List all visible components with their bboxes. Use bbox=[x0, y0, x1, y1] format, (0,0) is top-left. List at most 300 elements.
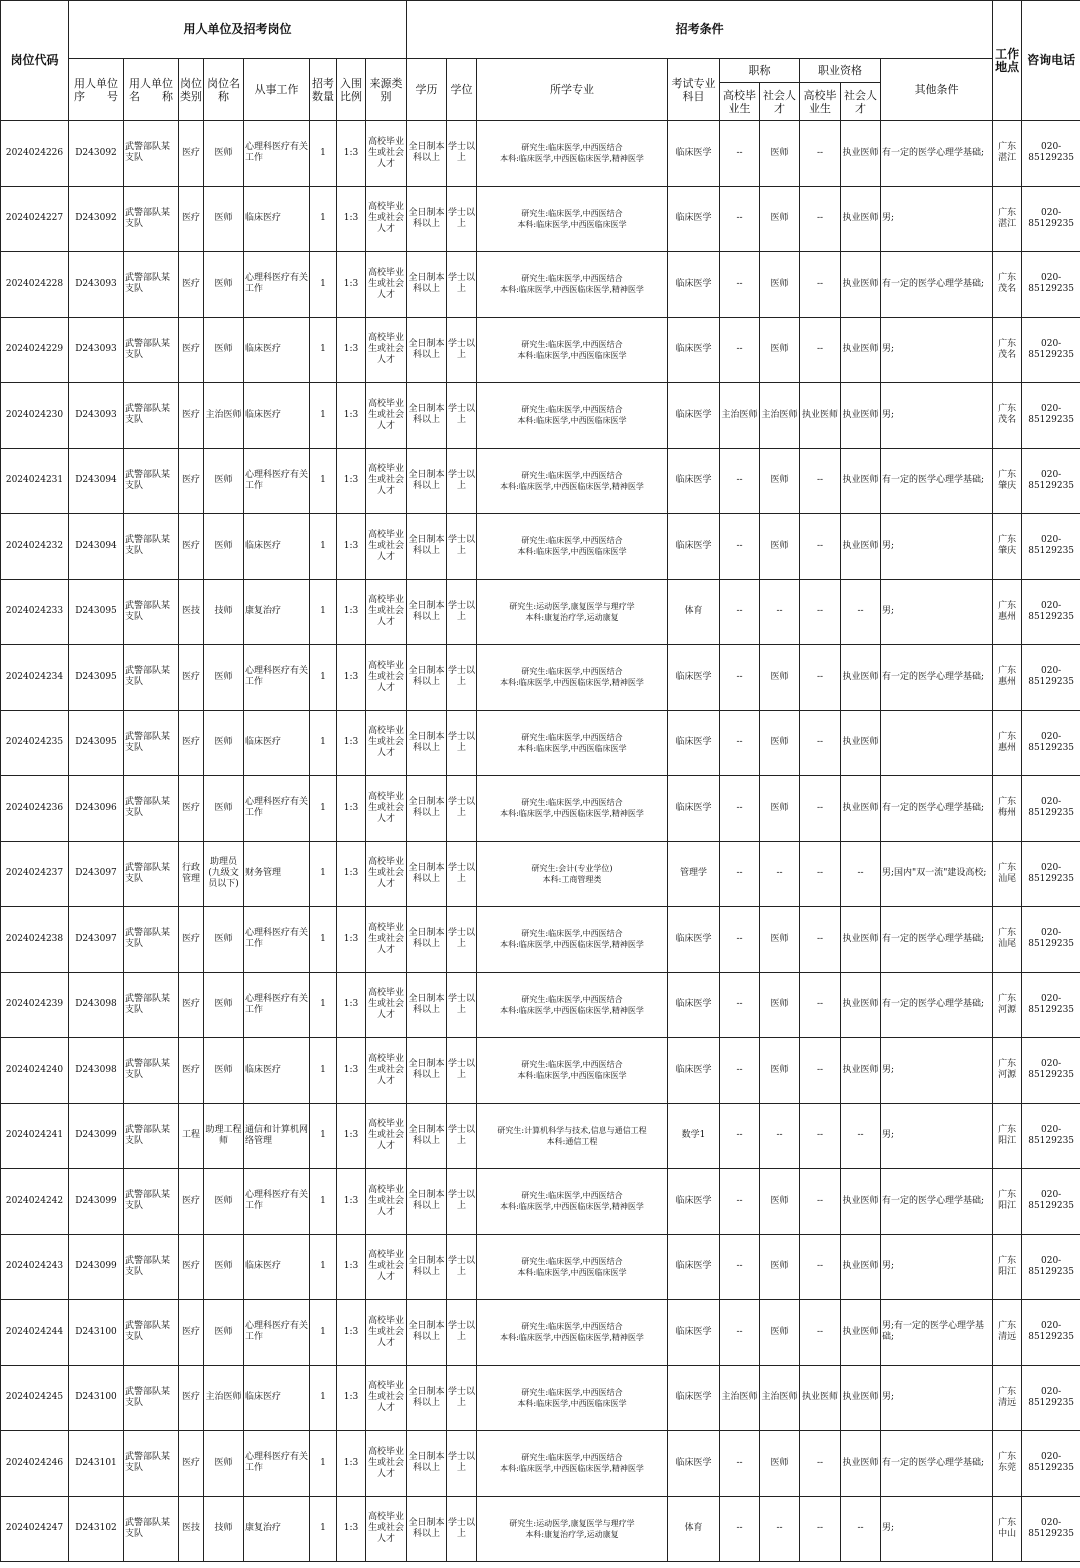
cell-title-graduate: -- bbox=[720, 907, 760, 973]
cell-education: 全日制本科以上 bbox=[407, 186, 447, 252]
cell-position-type: 医疗 bbox=[179, 710, 204, 776]
cell-ratio: 1:3 bbox=[337, 121, 366, 187]
cell-title-social: 医师 bbox=[760, 645, 800, 711]
cell-code: 2024024228 bbox=[1, 252, 69, 318]
cell-position-type: 医疗 bbox=[179, 972, 204, 1038]
cell-qual-graduate: -- bbox=[800, 1300, 841, 1366]
cell-source: 高校毕业生或社会人才 bbox=[366, 1496, 407, 1562]
cell-education: 全日制本科以上 bbox=[407, 776, 447, 842]
cell-qual-social: 执业医师 bbox=[841, 710, 881, 776]
major-line: 研究生:临床医学,中西医结合 bbox=[521, 274, 623, 284]
cell-education: 全日制本科以上 bbox=[407, 579, 447, 645]
cell-source: 高校毕业生或社会人才 bbox=[366, 579, 407, 645]
cell-degree: 学士以上 bbox=[447, 448, 477, 514]
cell-major bbox=[477, 383, 668, 449]
table-row bbox=[1, 841, 1080, 907]
cell-degree: 学士以上 bbox=[447, 252, 477, 318]
cell-unit-name: 武警部队某支队 bbox=[124, 841, 179, 907]
table-header bbox=[1, 1, 1080, 121]
cell-position-name: 技师 bbox=[204, 579, 244, 645]
cell-major bbox=[477, 1496, 668, 1562]
cell-education: 全日制本科以上 bbox=[407, 1496, 447, 1562]
cell-location: 广东惠州 bbox=[993, 710, 1022, 776]
cell-unit-no: D243099 bbox=[69, 1103, 124, 1169]
cell-phone: 020-85129235 bbox=[1022, 448, 1080, 514]
cell-location: 广东汕尾 bbox=[993, 907, 1022, 973]
cell-other: 有一定的医学心理学基础; bbox=[881, 448, 993, 514]
table-row bbox=[1, 579, 1080, 645]
header-title-group: 职称 bbox=[720, 59, 800, 83]
table-row bbox=[1, 448, 1080, 514]
cell-position-type: 医疗 bbox=[179, 252, 204, 318]
cell-location: 广东河源 bbox=[993, 1038, 1022, 1104]
cell-position-type: 医疗 bbox=[179, 121, 204, 187]
cell-other: 有一定的医学心理学基础; bbox=[881, 252, 993, 318]
major-line: 本科:临床医学,中西医临床医学,精神医学 bbox=[500, 809, 644, 819]
cell-unit-no: D243097 bbox=[69, 907, 124, 973]
cell-exam-subject: 数学1 bbox=[668, 1103, 720, 1169]
cell-exam-subject: 临床医学 bbox=[668, 776, 720, 842]
cell-position-name: 医师 bbox=[204, 317, 244, 383]
cell-source: 高校毕业生或社会人才 bbox=[366, 1365, 407, 1431]
cell-title-graduate: -- bbox=[720, 1431, 760, 1497]
cell-exam-subject: 临床医学 bbox=[668, 972, 720, 1038]
cell-major bbox=[477, 776, 668, 842]
cell-title-social: 医师 bbox=[760, 1038, 800, 1104]
cell-position-type: 医疗 bbox=[179, 776, 204, 842]
cell-work: 通信和计算机网络管理 bbox=[244, 1103, 310, 1169]
cell-ratio: 1:3 bbox=[337, 1234, 366, 1300]
cell-other: 有一定的医学心理学基础; bbox=[881, 1431, 993, 1497]
cell-position-name: 医师 bbox=[204, 1038, 244, 1104]
cell-degree: 学士以上 bbox=[447, 1169, 477, 1235]
header-code: 岗位代码 bbox=[1, 1, 69, 121]
cell-location: 广东茂名 bbox=[993, 317, 1022, 383]
cell-phone: 020-85129235 bbox=[1022, 579, 1080, 645]
cell-qual-social: 执业医师 bbox=[841, 186, 881, 252]
cell-quantity: 1 bbox=[310, 1300, 337, 1366]
cell-quantity: 1 bbox=[310, 841, 337, 907]
cell-qual-graduate: -- bbox=[800, 252, 841, 318]
cell-degree: 学士以上 bbox=[447, 579, 477, 645]
cell-location: 广东茂名 bbox=[993, 252, 1022, 318]
cell-degree: 学士以上 bbox=[447, 514, 477, 580]
cell-code: 2024024234 bbox=[1, 645, 69, 711]
cell-degree: 学士以上 bbox=[447, 383, 477, 449]
cell-other: 男; bbox=[881, 186, 993, 252]
major-line: 本科:临床医学,中西医临床医学 bbox=[517, 219, 627, 229]
cell-source: 高校毕业生或社会人才 bbox=[366, 972, 407, 1038]
cell-work: 心理科医疗有关工作 bbox=[244, 907, 310, 973]
cell-education: 全日制本科以上 bbox=[407, 710, 447, 776]
cell-qual-social: 执业医师 bbox=[841, 1234, 881, 1300]
major-line: 研究生:临床医学,中西医结合 bbox=[521, 208, 623, 218]
cell-quantity: 1 bbox=[310, 448, 337, 514]
cell-source: 高校毕业生或社会人才 bbox=[366, 907, 407, 973]
cell-unit-name: 武警部队某支队 bbox=[124, 1169, 179, 1235]
cell-education: 全日制本科以上 bbox=[407, 1365, 447, 1431]
cell-education: 全日制本科以上 bbox=[407, 448, 447, 514]
cell-ratio: 1:3 bbox=[337, 1365, 366, 1431]
cell-code: 2024024242 bbox=[1, 1169, 69, 1235]
cell-ratio: 1:3 bbox=[337, 1038, 366, 1104]
table-row bbox=[1, 1103, 1080, 1169]
cell-unit-name: 武警部队某支队 bbox=[124, 514, 179, 580]
cell-other: 有一定的医学心理学基础; bbox=[881, 121, 993, 187]
cell-education: 全日制本科以上 bbox=[407, 1300, 447, 1366]
cell-location: 广东清远 bbox=[993, 1300, 1022, 1366]
cell-unit-no: D243094 bbox=[69, 448, 124, 514]
cell-exam-subject: 临床医学 bbox=[668, 383, 720, 449]
cell-ratio: 1:3 bbox=[337, 645, 366, 711]
cell-position-type: 工程 bbox=[179, 1103, 204, 1169]
cell-title-social: 医师 bbox=[760, 514, 800, 580]
cell-other: 男; bbox=[881, 1234, 993, 1300]
cell-title-social: 医师 bbox=[760, 252, 800, 318]
cell-quantity: 1 bbox=[310, 776, 337, 842]
cell-ratio: 1:3 bbox=[337, 1169, 366, 1235]
cell-phone: 020-85129235 bbox=[1022, 710, 1080, 776]
table-row bbox=[1, 1169, 1080, 1235]
table-row bbox=[1, 121, 1080, 187]
cell-code: 2024024245 bbox=[1, 1365, 69, 1431]
cell-exam-subject: 临床医学 bbox=[668, 907, 720, 973]
cell-title-graduate: 主治医师 bbox=[720, 1365, 760, 1431]
cell-title-social: 医师 bbox=[760, 448, 800, 514]
major-line: 研究生:临床医学,中西医结合 bbox=[521, 536, 623, 546]
cell-code: 2024024230 bbox=[1, 383, 69, 449]
cell-ratio: 1:3 bbox=[337, 317, 366, 383]
major-line: 研究生:临床医学,中西医结合 bbox=[521, 1191, 623, 1201]
cell-title-graduate: -- bbox=[720, 1496, 760, 1562]
cell-phone: 020-85129235 bbox=[1022, 1365, 1080, 1431]
cell-education: 全日制本科以上 bbox=[407, 645, 447, 711]
cell-work: 心理科医疗有关工作 bbox=[244, 972, 310, 1038]
cell-unit-no: D243092 bbox=[69, 121, 124, 187]
major-line: 本科:临床医学,中西医临床医学,精神医学 bbox=[500, 678, 644, 688]
header-education: 学历 bbox=[407, 59, 447, 121]
cell-title-social: 医师 bbox=[760, 1431, 800, 1497]
major-line: 研究生:临床医学,中西医结合 bbox=[521, 470, 623, 480]
cell-other bbox=[881, 710, 993, 776]
header-position-type: 岗位类别 bbox=[179, 59, 204, 121]
cell-location: 广东阳江 bbox=[993, 1234, 1022, 1300]
cell-ratio: 1:3 bbox=[337, 710, 366, 776]
header-position-name: 岗位名称 bbox=[204, 59, 244, 121]
cell-title-graduate: -- bbox=[720, 1300, 760, 1366]
cell-code: 2024024233 bbox=[1, 579, 69, 645]
cell-position-name: 助理员(九级文员以下) bbox=[204, 841, 244, 907]
cell-position-name: 主治医师 bbox=[204, 383, 244, 449]
cell-location: 广东肇庆 bbox=[993, 514, 1022, 580]
cell-title-graduate: -- bbox=[720, 1103, 760, 1169]
table-row bbox=[1, 1365, 1080, 1431]
major-line: 本科:临床医学,中西医临床医学 bbox=[517, 547, 627, 557]
cell-position-name: 医师 bbox=[204, 186, 244, 252]
table-row bbox=[1, 1431, 1080, 1497]
cell-code: 2024024247 bbox=[1, 1496, 69, 1562]
cell-education: 全日制本科以上 bbox=[407, 514, 447, 580]
header-other: 其他条件 bbox=[881, 59, 993, 121]
table-row bbox=[1, 1234, 1080, 1300]
cell-unit-no: D243094 bbox=[69, 514, 124, 580]
cell-ratio: 1:3 bbox=[337, 514, 366, 580]
cell-position-type: 医疗 bbox=[179, 1431, 204, 1497]
cell-title-social: -- bbox=[760, 1496, 800, 1562]
cell-degree: 学士以上 bbox=[447, 317, 477, 383]
cell-source: 高校毕业生或社会人才 bbox=[366, 710, 407, 776]
cell-ratio: 1:3 bbox=[337, 186, 366, 252]
header-title-social: 社会人才 bbox=[760, 83, 800, 121]
cell-code: 2024024246 bbox=[1, 1431, 69, 1497]
cell-qual-social: -- bbox=[841, 841, 881, 907]
cell-qual-graduate: -- bbox=[800, 1169, 841, 1235]
cell-other: 有一定的医学心理学基础; bbox=[881, 1169, 993, 1235]
cell-location: 广东河源 bbox=[993, 972, 1022, 1038]
cell-degree: 学士以上 bbox=[447, 186, 477, 252]
cell-position-type: 医疗 bbox=[179, 645, 204, 711]
header-ratio: 入围比例 bbox=[337, 59, 366, 121]
cell-quantity: 1 bbox=[310, 1431, 337, 1497]
cell-work: 心理科医疗有关工作 bbox=[244, 1431, 310, 1497]
cell-degree: 学士以上 bbox=[447, 1431, 477, 1497]
table-row bbox=[1, 645, 1080, 711]
cell-work: 临床医疗 bbox=[244, 1234, 310, 1300]
cell-qual-social: 执业医师 bbox=[841, 972, 881, 1038]
cell-other: 男; bbox=[881, 383, 993, 449]
cell-ratio: 1:3 bbox=[337, 907, 366, 973]
major-line: 研究生:临床医学,中西医结合 bbox=[521, 1322, 623, 1332]
cell-education: 全日制本科以上 bbox=[407, 121, 447, 187]
cell-location: 广东东莞 bbox=[993, 1431, 1022, 1497]
cell-degree: 学士以上 bbox=[447, 645, 477, 711]
cell-exam-subject: 临床医学 bbox=[668, 448, 720, 514]
cell-degree: 学士以上 bbox=[447, 972, 477, 1038]
cell-unit-no: D243093 bbox=[69, 252, 124, 318]
cell-qual-graduate: -- bbox=[800, 121, 841, 187]
cell-other: 有一定的医学心理学基础; bbox=[881, 776, 993, 842]
major-line: 本科:临床医学,中西医临床医学,精神医学 bbox=[500, 940, 644, 950]
major-line: 本科:临床医学,中西医临床医学,精神医学 bbox=[500, 1464, 644, 1474]
cell-unit-name: 武警部队某支队 bbox=[124, 645, 179, 711]
cell-code: 2024024238 bbox=[1, 907, 69, 973]
cell-qual-graduate: -- bbox=[800, 841, 841, 907]
cell-work: 临床医疗 bbox=[244, 186, 310, 252]
major-line: 本科:临床医学,中西医临床医学,精神医学 bbox=[500, 1005, 644, 1015]
cell-title-graduate: -- bbox=[720, 252, 760, 318]
cell-work: 临床医疗 bbox=[244, 1365, 310, 1431]
major-line: 研究生:临床医学,中西医结合 bbox=[521, 1060, 623, 1070]
cell-unit-no: D243098 bbox=[69, 972, 124, 1038]
cell-unit-name: 武警部队某支队 bbox=[124, 1234, 179, 1300]
cell-ratio: 1:3 bbox=[337, 1103, 366, 1169]
cell-title-graduate: -- bbox=[720, 579, 760, 645]
cell-location: 广东阳江 bbox=[993, 1103, 1022, 1169]
cell-qual-social: 执业医师 bbox=[841, 448, 881, 514]
cell-location: 广东清远 bbox=[993, 1365, 1022, 1431]
table-row bbox=[1, 907, 1080, 973]
header-source: 来源类别 bbox=[366, 59, 407, 121]
cell-work: 心理科医疗有关工作 bbox=[244, 121, 310, 187]
cell-unit-name: 武警部队某支队 bbox=[124, 186, 179, 252]
cell-unit-name: 武警部队某支队 bbox=[124, 776, 179, 842]
header-qual-graduate: 高校毕业生 bbox=[800, 83, 841, 121]
cell-other: 男;有一定的医学心理学基础; bbox=[881, 1300, 993, 1366]
cell-unit-no: D243093 bbox=[69, 317, 124, 383]
cell-education: 全日制本科以上 bbox=[407, 1038, 447, 1104]
cell-work: 临床医疗 bbox=[244, 514, 310, 580]
cell-phone: 020-85129235 bbox=[1022, 1431, 1080, 1497]
cell-work: 康复治疗 bbox=[244, 1496, 310, 1562]
cell-code: 2024024226 bbox=[1, 121, 69, 187]
header-major: 所学专业 bbox=[477, 59, 668, 121]
cell-degree: 学士以上 bbox=[447, 710, 477, 776]
cell-qual-graduate: -- bbox=[800, 710, 841, 776]
cell-title-social: 主治医师 bbox=[760, 1365, 800, 1431]
major-line: 本科:临床医学,中西医临床医学,精神医学 bbox=[500, 285, 644, 295]
cell-source: 高校毕业生或社会人才 bbox=[366, 1234, 407, 1300]
cell-major bbox=[477, 1169, 668, 1235]
major-line: 研究生:临床医学,中西医结合 bbox=[521, 798, 623, 808]
cell-phone: 020-85129235 bbox=[1022, 1234, 1080, 1300]
cell-title-social: 医师 bbox=[760, 776, 800, 842]
cell-title-graduate: -- bbox=[720, 972, 760, 1038]
cell-source: 高校毕业生或社会人才 bbox=[366, 186, 407, 252]
cell-position-type: 医疗 bbox=[179, 1038, 204, 1104]
cell-unit-name: 武警部队某支队 bbox=[124, 1038, 179, 1104]
cell-qual-graduate: 执业医师 bbox=[800, 383, 841, 449]
major-line: 研究生:会计(专业学位) bbox=[531, 863, 613, 873]
cell-phone: 020-85129235 bbox=[1022, 1496, 1080, 1562]
cell-qual-graduate: -- bbox=[800, 317, 841, 383]
major-line: 本科:工商管理类 bbox=[542, 874, 602, 884]
header-quantity: 招考数量 bbox=[310, 59, 337, 121]
cell-position-name: 医师 bbox=[204, 448, 244, 514]
cell-title-social: 医师 bbox=[760, 1169, 800, 1235]
cell-position-name: 医师 bbox=[204, 710, 244, 776]
cell-major bbox=[477, 710, 668, 776]
cell-qual-graduate: -- bbox=[800, 907, 841, 973]
cell-exam-subject: 体育 bbox=[668, 579, 720, 645]
cell-code: 2024024237 bbox=[1, 841, 69, 907]
cell-unit-no: D243101 bbox=[69, 1431, 124, 1497]
cell-unit-name: 武警部队某支队 bbox=[124, 907, 179, 973]
cell-code: 2024024240 bbox=[1, 1038, 69, 1104]
cell-phone: 020-85129235 bbox=[1022, 1300, 1080, 1366]
major-line: 研究生:临床医学,中西医结合 bbox=[521, 143, 623, 153]
major-line: 研究生:临床医学,中西医结合 bbox=[521, 339, 623, 349]
cell-code: 2024024229 bbox=[1, 317, 69, 383]
cell-source: 高校毕业生或社会人才 bbox=[366, 841, 407, 907]
cell-qual-graduate: -- bbox=[800, 776, 841, 842]
cell-degree: 学士以上 bbox=[447, 1365, 477, 1431]
cell-qual-graduate: -- bbox=[800, 645, 841, 711]
cell-quantity: 1 bbox=[310, 1169, 337, 1235]
cell-location: 广东湛江 bbox=[993, 186, 1022, 252]
cell-quantity: 1 bbox=[310, 1103, 337, 1169]
cell-qual-social: -- bbox=[841, 1496, 881, 1562]
cell-title-graduate: -- bbox=[720, 1234, 760, 1300]
cell-unit-name: 武警部队某支队 bbox=[124, 121, 179, 187]
header-conditions-group: 招考条件 bbox=[407, 1, 993, 59]
cell-source: 高校毕业生或社会人才 bbox=[366, 448, 407, 514]
cell-quantity: 1 bbox=[310, 907, 337, 973]
cell-location: 广东惠州 bbox=[993, 645, 1022, 711]
cell-qual-graduate: -- bbox=[800, 579, 841, 645]
cell-unit-name: 武警部队某支队 bbox=[124, 1300, 179, 1366]
cell-major bbox=[477, 448, 668, 514]
cell-degree: 学士以上 bbox=[447, 776, 477, 842]
cell-quantity: 1 bbox=[310, 972, 337, 1038]
cell-other: 男; bbox=[881, 579, 993, 645]
cell-code: 2024024243 bbox=[1, 1234, 69, 1300]
cell-major bbox=[477, 907, 668, 973]
major-line: 本科:临床医学,中西医临床医学 bbox=[517, 1267, 627, 1277]
cell-position-name: 主治医师 bbox=[204, 1365, 244, 1431]
cell-qual-social: 执业医师 bbox=[841, 776, 881, 842]
cell-work: 康复治疗 bbox=[244, 579, 310, 645]
cell-title-social: 医师 bbox=[760, 186, 800, 252]
major-line: 研究生:临床医学,中西医结合 bbox=[521, 405, 623, 415]
cell-position-type: 医技 bbox=[179, 579, 204, 645]
cell-phone: 020-85129235 bbox=[1022, 121, 1080, 187]
table-row bbox=[1, 776, 1080, 842]
cell-education: 全日制本科以上 bbox=[407, 972, 447, 1038]
cell-position-name: 医师 bbox=[204, 121, 244, 187]
cell-unit-no: D243099 bbox=[69, 1234, 124, 1300]
cell-work: 心理科医疗有关工作 bbox=[244, 645, 310, 711]
cell-education: 全日制本科以上 bbox=[407, 841, 447, 907]
cell-qual-graduate: -- bbox=[800, 972, 841, 1038]
cell-major bbox=[477, 1103, 668, 1169]
major-line: 本科:临床医学,中西医临床医学 bbox=[517, 1398, 627, 1408]
cell-exam-subject: 临床医学 bbox=[668, 1365, 720, 1431]
cell-other: 男; bbox=[881, 514, 993, 580]
major-line: 研究生:计算机科学与技术,信息与通信工程 bbox=[497, 1125, 647, 1135]
cell-unit-name: 武警部队某支队 bbox=[124, 1496, 179, 1562]
cell-source: 高校毕业生或社会人才 bbox=[366, 514, 407, 580]
cell-unit-no: D243100 bbox=[69, 1365, 124, 1431]
cell-major bbox=[477, 514, 668, 580]
cell-title-graduate: 主治医师 bbox=[720, 383, 760, 449]
cell-quantity: 1 bbox=[310, 121, 337, 187]
cell-position-name: 医师 bbox=[204, 514, 244, 580]
cell-work: 临床医疗 bbox=[244, 383, 310, 449]
cell-quantity: 1 bbox=[310, 645, 337, 711]
cell-other: 男;国内"双一流"建设高校; bbox=[881, 841, 993, 907]
cell-other: 有一定的医学心理学基础; bbox=[881, 907, 993, 973]
cell-source: 高校毕业生或社会人才 bbox=[366, 383, 407, 449]
cell-position-type: 医疗 bbox=[179, 448, 204, 514]
cell-title-graduate: -- bbox=[720, 841, 760, 907]
table-row bbox=[1, 514, 1080, 580]
cell-other: 男; bbox=[881, 1496, 993, 1562]
cell-major bbox=[477, 121, 668, 187]
cell-position-type: 医疗 bbox=[179, 1300, 204, 1366]
cell-source: 高校毕业生或社会人才 bbox=[366, 645, 407, 711]
cell-work: 临床医疗 bbox=[244, 1038, 310, 1104]
cell-unit-name: 武警部队某支队 bbox=[124, 972, 179, 1038]
cell-source: 高校毕业生或社会人才 bbox=[366, 1300, 407, 1366]
cell-source: 高校毕业生或社会人才 bbox=[366, 121, 407, 187]
cell-work: 心理科医疗有关工作 bbox=[244, 1300, 310, 1366]
cell-position-type: 医疗 bbox=[179, 1169, 204, 1235]
header-unit-group: 用人单位及招考岗位 bbox=[69, 1, 407, 59]
cell-ratio: 1:3 bbox=[337, 383, 366, 449]
major-line: 研究生:临床医学,中西医结合 bbox=[521, 667, 623, 677]
cell-phone: 020-85129235 bbox=[1022, 186, 1080, 252]
cell-code: 2024024241 bbox=[1, 1103, 69, 1169]
